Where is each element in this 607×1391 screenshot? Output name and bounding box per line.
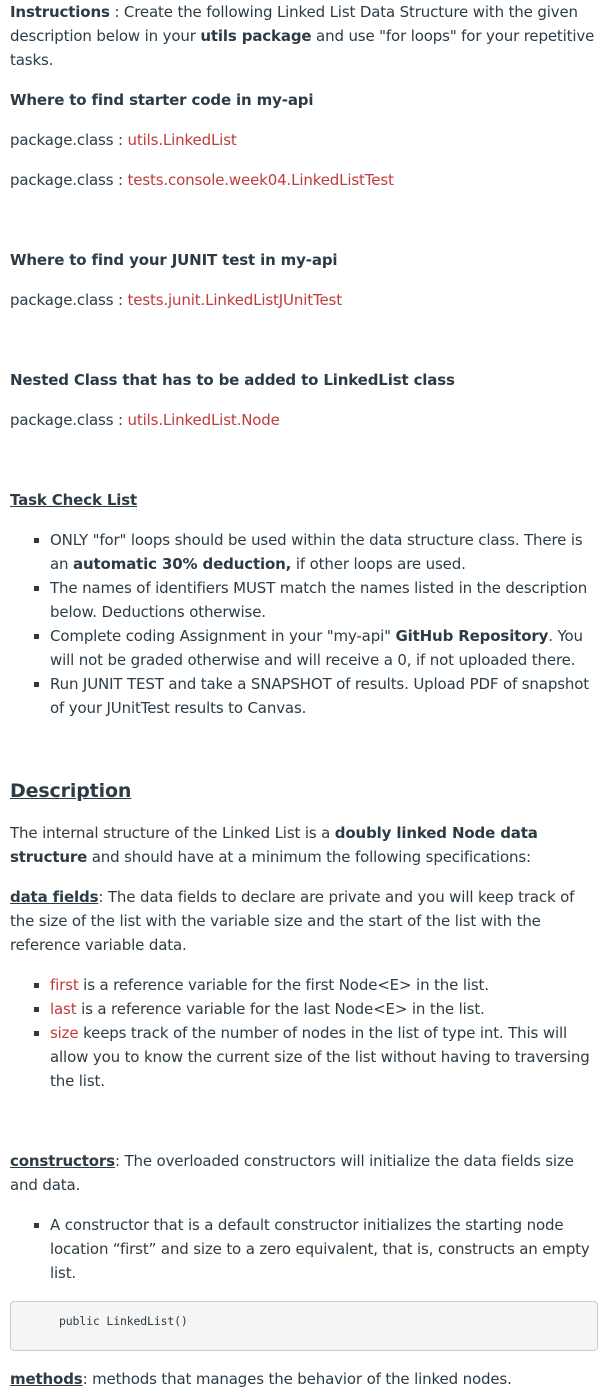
github-repository-bold: GitHub Repository	[395, 627, 549, 645]
task-item-text: ONLY "for" loops should be used within the data structure class. There is an	[50, 531, 583, 573]
nested-class-heading: Nested Class that has to be added to LinkedList class	[10, 371, 455, 389]
constructor-default	[50, 1213, 602, 1285]
task-item-identifiers	[50, 576, 602, 624]
package-prefix: package.class :	[10, 291, 128, 309]
task-check-list-heading: Task Check List	[10, 491, 138, 509]
constructors-list	[10, 1213, 602, 1285]
package-prefix: package.class :	[10, 131, 128, 149]
constructors-label: constructors	[10, 1152, 115, 1170]
constructor-text: A constructor that is a default constructor initializes the starting node location “first” and size to a zero equivalent, that is, constructs an empty list.	[50, 1216, 590, 1282]
junit-package	[10, 288, 602, 312]
linkedlist-test-class-name: tests.console.week04.LinkedListTest	[127, 171, 394, 189]
description-heading: Description	[10, 780, 132, 802]
utils-package-bold: utils package	[200, 27, 312, 45]
field-name: first	[50, 976, 79, 994]
starter-package-2	[10, 168, 602, 192]
package-prefix: package.class :	[10, 171, 128, 189]
instructions-text-1: : Create the following Linked List Data Structure with the given description below in your	[10, 3, 578, 45]
task-item-text: The names of identifiers MUST match the names listed in the description below. Deductions otherwise.	[50, 579, 588, 621]
field-name: size	[50, 1024, 79, 1042]
task-item-junit	[50, 672, 602, 720]
deduction-bold: automatic 30% deduction,	[73, 555, 292, 573]
task-item-text: Complete coding Assignment in your "my-api"	[50, 627, 396, 645]
methods-label: methods	[10, 1370, 83, 1388]
intro-text: The internal structure of the Linked List is a	[10, 824, 335, 842]
data-fields-list	[10, 973, 602, 1093]
data-fields-label: data fields	[10, 888, 99, 906]
starter-package-1	[10, 128, 602, 152]
node-class-name: utils.LinkedList.Node	[127, 411, 280, 429]
constructors-text: : The overloaded constructors will initialize the data fields size and data.	[10, 1152, 574, 1194]
constructors-paragraph	[10, 1149, 602, 1197]
assignment-page	[10, 0, 602, 1391]
starter-code-heading: Where to find starter code in my-api	[10, 91, 314, 109]
field-text: is a reference variable for the first Node<E> in the list.	[78, 976, 489, 994]
code-linkedlist-constructor: public LinkedList()	[59, 1314, 188, 1328]
instructions-text-2: and use "for loops" for your repetitive tasks.	[10, 27, 595, 69]
field-first	[50, 973, 602, 997]
instructions-label: Instructions	[10, 3, 110, 21]
field-name: last	[50, 1000, 77, 1018]
field-last	[50, 997, 602, 1021]
instructions-paragraph	[10, 0, 602, 72]
field-text: is a reference variable for the last Node<E> in the list.	[76, 1000, 485, 1018]
package-prefix: package.class :	[10, 411, 128, 429]
junit-class-name: tests.junit.LinkedListJUnitTest	[127, 291, 342, 309]
data-fields-paragraph	[10, 885, 602, 957]
task-check-list	[10, 528, 602, 720]
field-size	[50, 1021, 602, 1093]
task-item-text: . You will not be graded otherwise and will receive a 0, if not uploaded there.	[50, 627, 583, 669]
nested-package	[10, 408, 602, 432]
task-item-text: if other loops are used.	[291, 555, 466, 573]
junit-heading: Where to find your JUNIT test in my-api	[10, 251, 338, 269]
code-block	[10, 1301, 598, 1351]
linkedlist-class-name: utils.LinkedList	[127, 131, 237, 149]
data-fields-text: : The data fields to declare are private and you will keep track of the size of the list with the variable size and the start of the list with the reference variable data.	[10, 888, 575, 954]
description-intro	[10, 821, 602, 869]
intro-text: and should have at a minimum the following specifications:	[87, 848, 531, 866]
task-item-text: Run JUNIT TEST and take a SNAPSHOT of results. Upload PDF of snapshot of your JUnitTest results to Canvas.	[50, 675, 589, 717]
methods-text: : methods that manages the behavior of the linked nodes.	[82, 1370, 512, 1388]
methods-paragraph	[10, 1367, 602, 1391]
field-text: keeps track of the number of nodes in the list of type int. This will allow you to know the current size of the list without having to traversing the list.	[50, 1024, 590, 1090]
doubly-linked-bold: doubly linked Node data structure	[10, 824, 538, 866]
task-item-github	[50, 624, 602, 672]
task-item-loops	[50, 528, 602, 576]
